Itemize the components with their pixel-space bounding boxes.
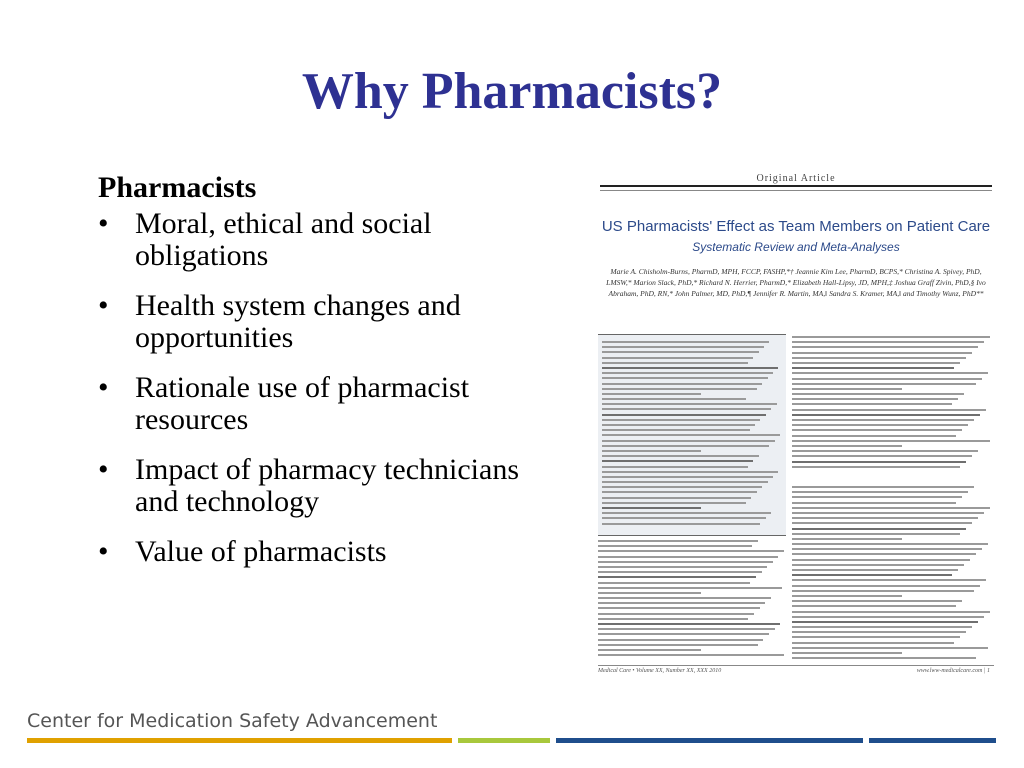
article-text-line [598,556,778,558]
article-text-line [792,409,986,411]
article-text-line [602,372,773,374]
article-text-line [792,424,968,426]
article-text-line [602,517,766,519]
article-text-line [792,403,952,405]
article-text-line [598,597,771,599]
article-text-line [602,362,748,364]
article-text-line [602,476,773,478]
article-text-line [792,419,974,421]
article-text-line [792,569,958,571]
article-text-line [792,346,978,348]
article-text-line [598,644,758,646]
article-text-line [792,553,976,555]
bullet-icon: • [98,453,109,486]
article-text-line [598,633,769,635]
article-text-line [792,486,974,488]
article-text-line [792,621,978,623]
article-text-line [602,377,768,379]
article-text-line [598,571,762,573]
article-text-line [602,414,766,416]
article-text-line [602,486,762,488]
article-text-line [598,582,750,584]
article-text-line [792,543,988,545]
article-text-line [602,523,760,525]
article-text-line [792,466,960,468]
content-column [98,170,558,586]
article-text-line [792,574,952,576]
article-text-line [598,618,748,620]
article-text-line [602,502,746,504]
article-text-line [598,561,773,563]
article-text-line [792,626,972,628]
article-text-line [792,507,990,509]
bullet-item [98,454,558,518]
article-text-line [792,378,982,380]
article-text-line [598,613,754,615]
article-text-line [602,367,778,369]
article-footer-right: www.lww-medicalcare.com | 1 [916,668,990,674]
article-authors: Marie A. Chisholm-Burns, PharmD, MPH, FCCP, FASHP,*† Jeannie Kim Lee, PharmD, BCPS,* Christina A. Spivey, PhD, LMSW,* Marion Slack, PhD,* Richard N. Herrier, PharmD,* Elizabeth Hall-Lipsy, JD, MPH,‡ Joshua Graff Zivin, PhD,§ Ivo Abraham, PhD, RN,* John Palmer, MD, PhD,¶ Jennifer R. Martin, MA,‖ Sandra S. Kramer, MA,‖ and Timothy Wunz, PhD** [606,267,986,298]
bullet-item [98,372,558,436]
article-text-line [792,455,972,457]
article-text-lines [792,486,992,662]
article-text-line [598,654,784,656]
bullet-icon: • [98,289,109,322]
article-text-line [792,445,902,447]
article-text-line [792,450,978,452]
article-text-line [602,450,701,452]
article-text-line [792,605,956,607]
article-text-lines [792,336,992,471]
article-text-line [598,623,780,625]
article-text-line [792,642,954,644]
article-text-line [602,398,746,400]
article-text-line [602,481,768,483]
article-text-line [598,566,767,568]
article-text-line [602,434,780,436]
bullet-icon: • [98,207,109,240]
article-text-line [792,388,902,390]
article-text-line [598,602,765,604]
article-text-line [602,497,751,499]
article-text-line [602,507,701,509]
article-text-line [792,590,974,592]
article-text-line [792,383,976,385]
article-text-line [598,545,752,547]
article-text-line [602,351,759,353]
bullet-text: Health system changes and opportunities [135,289,461,354]
bullet-item [98,536,558,568]
article-text-line [792,357,966,359]
article-text-line [792,647,988,649]
article-text-line [792,585,980,587]
article-text-line [792,522,972,524]
bullet-item [98,290,558,354]
bullet-text: Rationale use of pharmacist resources [135,371,470,436]
article-text-line [792,548,982,550]
bullet-list [98,208,558,568]
article-text-line [792,362,960,364]
article-text-line [792,564,964,566]
article-subtitle: Systematic Review and Meta-Analyses [692,240,900,254]
article-text-line [598,628,775,630]
article-text-line [792,559,970,561]
article-text-line [792,636,960,638]
article-text-line [602,419,760,421]
article-text-line [792,611,990,613]
article-text-line [792,367,954,369]
article-text-line [792,579,986,581]
article-text-line [792,616,984,618]
footer-bar-segment [458,738,550,743]
article-text-line [598,607,760,609]
article-text-line [602,471,778,473]
article-text-line [792,429,962,431]
bullet-item [98,208,558,272]
article-text-line [602,455,759,457]
bullet-text: Impact of pharmacy technicians and technology [135,453,519,518]
footer-org-name: Center for Medication Safety Advancement [27,710,438,732]
article-text-line [792,336,990,338]
article-text-line [792,372,988,374]
article-text-line [792,341,984,343]
article-text-line [598,576,756,578]
article-text-line [602,460,753,462]
article-text-line [792,631,966,633]
article-text-line [792,595,902,597]
article-text-line [602,388,757,390]
article-text-line [792,502,956,504]
article-text-line [602,424,755,426]
article-text-line [598,592,701,594]
article-text-line [598,639,763,641]
article-text-line [792,533,960,535]
article-text-line [602,393,701,395]
footer-bar-segment [869,738,996,743]
article-text-line [602,440,775,442]
slide-title: Why Pharmacists? [301,63,723,120]
article-text-line [602,403,777,405]
article-title: US Pharmacists' Effect as Team Members on Patient Care [601,218,991,235]
article-text-line [792,496,962,498]
article-footer-rule [598,665,994,666]
footer-bar-segment [27,738,452,743]
bullet-icon: • [98,371,109,404]
article-text-line [602,512,771,514]
article-text-line [792,528,966,530]
article-text-line [602,357,753,359]
article-text-line [602,491,757,493]
article-label: Original Article [750,173,841,184]
article-text-line [598,649,701,651]
bullet-text: Moral, ethical and social obligations [135,207,432,272]
article-text-line [602,383,762,385]
article-text-line [792,512,984,514]
article-text-line [792,393,964,395]
article-text-line [792,657,976,659]
article-text-line [792,538,902,540]
article-text-line [602,429,750,431]
article-text-line [602,466,748,468]
article-image [596,168,996,682]
article-text-line [792,461,966,463]
article-text-line [598,550,784,552]
bullet-text: Value of pharmacists [135,535,387,568]
article-text-line [792,517,978,519]
bullet-icon: • [98,535,109,568]
footer-bar-segment [556,738,863,743]
article-text-line [602,346,764,348]
article-text-line [792,491,968,493]
article-footer [598,668,994,674]
article-rule [600,185,992,187]
article-text-line [792,414,980,416]
article-text-line [602,445,769,447]
article-text-line [792,352,972,354]
article-text-line [602,408,771,410]
article-abstract-box [598,334,786,536]
article-text-line [792,398,958,400]
article-text-lines [598,540,786,659]
article-text-line [598,540,758,542]
article-footer-left: Medical Care • Volume XX, Number XX, XXX 2010 [598,668,722,674]
article-rule [600,190,992,191]
article-text-line [792,600,962,602]
article-text-line [792,652,902,654]
article-text-line [598,587,782,589]
article-text-line [792,440,990,442]
abstract-text-lines [602,341,782,528]
section-heading: Pharmacists [98,171,257,204]
article-text-line [792,435,956,437]
article-text-line [602,341,769,343]
